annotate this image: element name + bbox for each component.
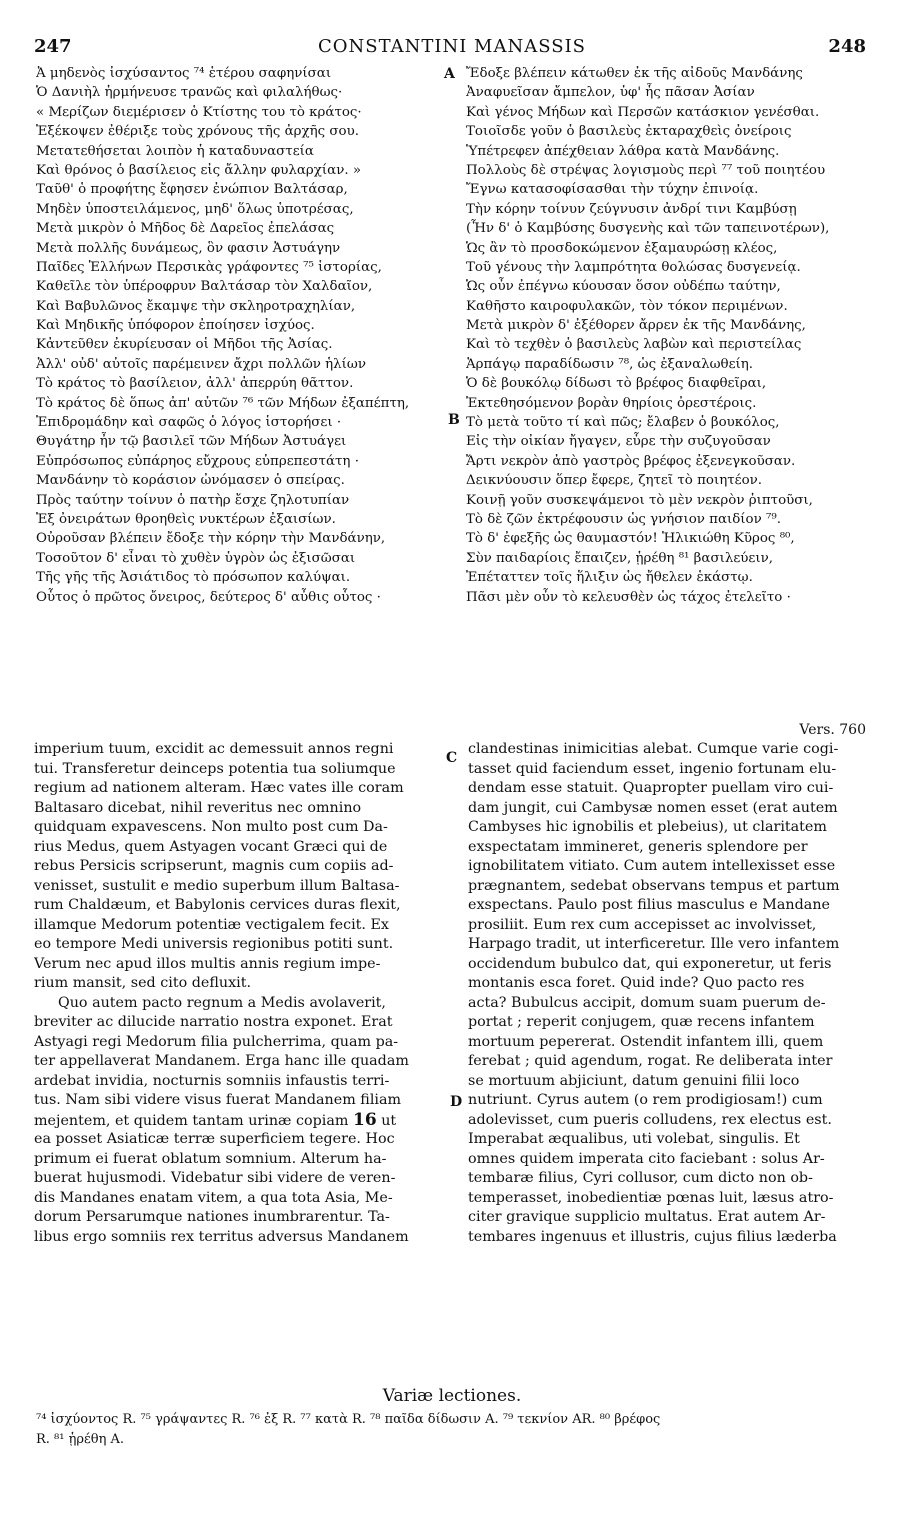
text-line: exspectatam immineret, generis splendore per <box>468 838 808 855</box>
margin-marker-c: C <box>446 750 458 766</box>
text-line: Τοσοῦτον δ' εἶναι τὸ χυθὲν ὑγρὸν ὡς ἐξισῶσαι <box>36 550 356 566</box>
text-line: Τὸ δ' ἐφεξῆς ὡς θαυμαστόν! Ἡλικιώθη Κῦρος ⁸⁰, <box>466 531 795 547</box>
text-line: Οὗτος ὁ πρῶτος ὄνειρος, δεύτερος δ' αὖθις οὗτος · <box>36 589 381 605</box>
variae-line: ⁷⁴ ἰσχύοντος R. ⁷⁵ γράψαντες R. ⁷⁶ ἐξ R. ⁷⁷ κατὰ R. ⁷⁸ παῖδα δίδωσιν A. ⁷⁹ τεκνίον AR. ⁸⁰ βρέφος <box>36 1412 661 1427</box>
text-line: prosiliit. Eum rex cum accepisset ac involvisset, <box>468 916 817 933</box>
text-line: rebus Persicis scripserunt, magnis cum copiis ad- <box>34 858 394 874</box>
text-line: Ὡς οὖν ἐπέγνω κύουσαν ὅσον οὐδέπω ταύτην, <box>466 279 781 295</box>
text-line: Ὑπέτρεφεν ἀπέχθειαν λάθρα κατὰ Μανδάνης. <box>466 143 780 159</box>
text-line: Ἀλλ' οὐδ' αὐτοῖς παρέμεινεν ἄχρι πολλῶν ἡλίων <box>36 356 366 372</box>
text-line: rium mansit, sed cito defluxit. <box>34 975 252 991</box>
text-line: omnes quidem imperata cito faciebant : solus Ar- <box>468 1150 825 1167</box>
text-line: Κἀντεῦθεν ἐκυρίευσαν οἱ Μῆδοι τῆς Ἀσίας. <box>36 337 333 353</box>
text-line: Ἐκτεθησόμενον βορὰν θηρίοις ὀρεστέροις. <box>466 395 757 411</box>
text-line: primum ei fuerat oblatum somnium. Alterum ha- <box>34 1150 387 1167</box>
text-line: acta? Bubulcus accipit, domum suam puerum de- <box>468 994 826 1011</box>
text-line: regium ad nationem alteram. Hæc vates ille coram <box>34 780 404 796</box>
text-line: Μετὰ μικρὸν δ' ἐξέθορεν ἄρρεν ἐκ τῆς Μανδάνης, <box>466 318 806 334</box>
text-line: venisset, sustulit e medio superbum illum Baltasa- <box>34 877 400 894</box>
text-line: Imperabat æqualibus, uti volebat, singulis. Et <box>468 1131 800 1147</box>
text-line: quidquam expavescens. Non multo post cum Da- <box>34 819 388 835</box>
text-line: Μετὰ πολλῆς δυνάμεως, ὃν φασιν Ἀστυάγην <box>36 240 341 256</box>
text-line: « Μερίζων διεμέρισεν ὁ Κτίστης του τὸ κράτος· <box>36 104 362 120</box>
text-line: Παῖδες Ἑλλήνων Περσικὰς γράφοντες ⁷⁵ ἱστορίας, <box>36 259 382 275</box>
margin-marker-a: A <box>444 66 455 82</box>
text-line: Καὶ τὸ τεχθὲν ὁ βασιλεὺς λαβὼν καὶ περιστείλας <box>466 337 802 353</box>
text-line: ignobilitatem vitiato. Cum autem intellexisset esse <box>468 858 836 874</box>
text-line: Οὐροῦσαν βλέπειν ἔδοξε τὴν κόρην τὴν Μανδάνην, <box>36 531 386 547</box>
text-line: Verum nec apud illos multis annis regium impe- <box>34 955 381 972</box>
text-line: Ἐξ ὀνειράτων θροηθεὶς νυκτέρων ἐξαισίων. <box>36 511 336 527</box>
page-header <box>0 36 904 60</box>
text-line: Ἀ μηδενὸς ἰσχύσαντος ⁷⁴ ἑτέρου σαφηνίσαι <box>36 66 332 81</box>
text-line: exspectans. Paulo post filius masculus e Mandane <box>468 897 830 913</box>
text-line: se mortuum abjiciunt, datum genuini filii loco <box>468 1072 800 1089</box>
text-line: Ἔγνω κατασοφίσασθαι τὴν τύχην ἐπινοίᾳ. <box>466 182 759 198</box>
latin-column-left <box>34 740 444 1247</box>
text-line: Τοῦ γένους τὴν λαμπρότητα θολώσας δυσγενείᾳ. <box>466 259 801 275</box>
text-line: Ἐπέταττεν τοῖς ἥλιξιν ὡς ἤθελεν ἑκάστῳ. <box>466 570 753 586</box>
text-line: tus. Nam sibi videre visus fuerat Mandanem filiam <box>34 1092 402 1108</box>
text-line: Μετατεθήσεται λοιπὸν ἡ καταδυναστεία <box>36 143 314 159</box>
text-line: Εὐπρόσωπος εὐπάρηος εὔχρους εὐπρεπεστάτη · <box>36 453 359 469</box>
text-line: Πᾶσι μὲν οὖν τὸ κελευσθὲν ὡς τάχος ἐτελεῖτο · <box>466 589 791 605</box>
text-line: Ὁ δὲ βουκόλῳ δίδωσι τὸ βρέφος διαφθεῖραι, <box>466 376 767 392</box>
text-line: Καὶ γένος Μήδων καὶ Περσῶν κατάσκιον γενέσθαι. <box>466 104 820 120</box>
text-line: ferebat ; quid agendum, rogat. Re deliberata inter <box>468 1053 833 1069</box>
variae-line: R. ⁸¹ ᾑρέθη A. <box>36 1432 125 1447</box>
verse-number: Vers. 760 <box>799 722 866 738</box>
text-line: tembares ingenuus et illustris, cujus filius læderba <box>468 1228 837 1245</box>
running-title: CONSTANTINI MANASSIS <box>317 36 587 57</box>
text-line: Ἔδοξε βλέπειν κάτωθεν ἐκ τῆς αἰδοῦς Μανδάνης <box>466 66 803 81</box>
text-line: dam jungit, cui Cambysæ nomen esset (erat autem <box>468 799 838 816</box>
text-line: illamque Medorum potentiæ vectigalem fecit. Ex <box>34 916 389 933</box>
text-line: Ἁρπάγῳ παραδίδωσιν ⁷⁸, ὡς ἐξαναλωθείη. <box>466 356 754 372</box>
greek-column-left <box>36 64 436 607</box>
margin-marker-b: B <box>448 412 460 428</box>
text-line: Δεικνύουσιν ὅπερ ἔφερε, ζητεῖ τὸ ποιητέον. <box>466 473 763 489</box>
text-line: Τῆς γῆς τῆς Ἀσιάτιδος τὸ πρόσωπον καλύψαι. <box>36 570 351 586</box>
text-line: nutriunt. Cyrus autem (o rem prodigiosam!) cum <box>468 1092 823 1108</box>
text-line: ea posset Asiaticæ terræ superficiem tegere. Hoc <box>34 1131 395 1147</box>
text-line: tasset quid faciendum esset, ingenio fortunam elu- <box>468 760 837 777</box>
text-line: Τὴν κόρην τοίνυν ζεύγνυσιν ἀνδρί τινι Καμβύσῃ <box>466 201 797 217</box>
text-line: breviter ac dilucide narratio nostra exponet. Erat <box>34 1014 393 1030</box>
text-line: libus ergo somniis rex territus adversus Mandanem <box>34 1228 409 1245</box>
text-line: Καθεῖλε τὸν ὑπέροφρυν Βαλτάσαρ τὸν Χαλδαῖον, <box>36 279 373 295</box>
text-line: Θυγάτηρ ἦν τῷ βασιλεῖ τῶν Μήδων Ἀστυάγει <box>36 434 347 450</box>
text-line: (Ἦν δ' ὁ Καμβύσης δυσγενὴς καὶ τῶν ταπεινοτέρων), <box>466 221 830 237</box>
text-line: Cambyses hic ignobilis et plebeius), ut claritatem <box>468 819 827 835</box>
text-line: Τοιοῖσδε γοῦν ὁ βασιλεὺς ἐκταραχθεὶς ὀνείροις <box>466 124 792 140</box>
text-line: Ταῦθ' ὁ προφήτης ἔφησεν ἐνώπιον Βαλτάσαρ, <box>36 182 348 198</box>
text-line: tui. Transferetur deinceps potentia tua soliumque <box>34 760 396 777</box>
text-line: dorum Persarumque nationes inumbrarentur. Ta- <box>34 1209 390 1225</box>
text-line: Ὁ Δανιὴλ ἡρμήνευσε τρανῶς καὶ φιλαλήθως· <box>36 85 343 101</box>
text-line: Harpago tradit, ut interficeretur. Ille vero infantem <box>468 936 840 952</box>
text-line: Καὶ Μηδικῆς ὑπόφορον ἐποίησεν ἰσχύος. <box>36 318 315 334</box>
text-line: Καθῆστο καιροφυλακῶν, τὸν τόκον περιμένων. <box>466 298 788 314</box>
text-line: Ἄρτι νεκρὸν ἀπὸ γαστρὸς βρέφος ἐξενεγκοῦσαν. <box>466 453 796 469</box>
text-line: Καὶ Βαβυλῶνος ἔκαμψε τὴν σκληροτραχηλίαν, <box>36 298 356 314</box>
text-line: clandestinas inimicitias alebat. Cumque varie cogi- <box>468 741 839 757</box>
text-line: citer gravique supplicio multatus. Erat autem Ar- <box>468 1209 826 1225</box>
latin-column-right <box>468 740 878 1247</box>
text-line: prægnantem, sedebat observans tempus et partum <box>468 877 840 894</box>
text-line: Ἀναφυεῖσαν ἄμπελον, ὑφ' ἧς πᾶσαν Ἀσίαν <box>466 85 755 101</box>
text-line: Baltasaro dicebat, nihil reveritus nec omnino <box>34 799 362 816</box>
text-line: ter appellaverat Mandanem. Erga hanc ille quadam <box>34 1053 409 1069</box>
text-line: rius Medus, quem Astyagen vocant Græci qui de <box>34 838 388 855</box>
text-line: Astyagi regi Medorum filia pulcherrima, quam pa- <box>34 1033 399 1050</box>
text-line: Ἐξέκοψεν ἐθέριξε τοὺς χρόνους τῆς ἀρχῆς σου. <box>36 124 359 140</box>
variae-lectiones <box>36 1410 876 1450</box>
page-number-left: 247 <box>34 36 72 57</box>
text-line: ardebat invidia, nocturnis somniis infaustis terri- <box>34 1072 390 1089</box>
text-line: Εἰς τὴν οἰκίαν ἤγαγεν, εὗρε τὴν συζυγοῦσαν <box>466 434 771 450</box>
text-line: montanis esca foret. Quid inde? Quo pacto res <box>468 975 805 991</box>
text-line: buerat hujusmodi. Videbatur sibi videre de veren- <box>34 1170 396 1186</box>
text-line: dis Mandanes enatam vitem, a qua tota Asia, Me- <box>34 1189 393 1206</box>
text-line: Μανδάνην τὸ κοράσιον ὠνόμασεν ὁ σπείρας. <box>36 473 345 489</box>
variae-lectiones-title: Variæ lectiones. <box>382 1386 522 1406</box>
text-line: Πρὸς ταύτην τοίνυν ὁ πατὴρ ἔσχε ζηλοτυπίαν <box>36 492 350 508</box>
text-line: Quo autem pacto regnum a Medis avolaverit, <box>58 994 386 1011</box>
text-line: Σὺν παιδαρίοις ἔπαιζεν, ᾑρέθη ⁸¹ βασιλεύειν, <box>466 550 774 566</box>
text-line: adolevisset, cum pueris colludens, rex electus est. <box>468 1111 832 1128</box>
text-line: rum Chaldæum, et Babylonis cervices duras flexit, <box>34 897 401 913</box>
text-line: Τὸ δὲ ζῶν ἐκτρέφουσιν ὡς γνήσιον παιδίον ⁷⁹. <box>466 511 782 527</box>
text-line: Μετὰ μικρὸν ὁ Μῆδος δὲ Δαρεῖος ἐπελάσας <box>36 221 335 237</box>
text-line: mortuum pepererat. Ostendit infantem illi, quem <box>468 1033 824 1050</box>
signature-mark: 16 <box>353 1110 377 1130</box>
text-line: Πολλοὺς δὲ στρέψας λογισμοὺς περὶ ⁷⁷ τοῦ ποιητέου <box>466 162 826 178</box>
text-line: Ὡς ἂν τὸ προσδοκώμενον ἐξαμαυρώσῃ κλέος, <box>466 240 778 256</box>
text-line: Τὸ κράτος τὸ βασίλειον, ἀλλ' ἀπερρύη θᾶττον. <box>36 376 354 392</box>
text-line: imperium tuum, excidit ac demessuit annos regni <box>34 741 394 757</box>
text-line: temperasset, inobedientiæ pœnas luit, læsus atro- <box>468 1189 834 1206</box>
text-line: portat ; reperit conjugem, quæ recens infantem <box>468 1014 815 1030</box>
text-line: dendam esse statuit. Quapropter puellam viro cui- <box>468 780 834 796</box>
text-line: Τὸ κράτος δὲ ὅπως ἀπ' αὐτῶν ⁷⁶ τῶν Μήδων ἐξαπέπτη, <box>36 395 410 411</box>
text-line: eo tempore Medi universis regionibus potiti sunt. <box>34 936 394 952</box>
text-line: Καὶ θρόνος ὁ βασίλειος εἰς ἄλλην φυλαρχίαν. » <box>36 162 362 178</box>
text-line: Ἐπιδρομάδην καὶ σαφῶς ὁ λόγος ἱστορήσει · <box>36 415 342 431</box>
text-line: Τὸ μετὰ τοῦτο τί καὶ πῶς; ἔλαβεν ὁ βουκόλος, <box>466 415 780 431</box>
text-line: Κοινῇ γοῦν συσκεψάμενοι τὸ μὲν νεκρὸν ῥιπτοῦσι, <box>466 492 813 508</box>
text-line: Μηδὲν ὑποστειλάμενος, μηδ' ὅλως ὑποτρέσας, <box>36 201 354 217</box>
page-number-right: 248 <box>828 36 866 57</box>
text-line: occidendum bubulco dat, qui exponeretur, ut feris <box>468 955 832 972</box>
text-line: tembaræ filius, Cyri collusor, cum dicto non ob- <box>468 1170 813 1186</box>
text-line: mejentem, et quidem tantam urinæ copiam 16 ut <box>34 1110 397 1130</box>
margin-marker-d: D <box>450 1094 463 1110</box>
greek-column-right <box>466 64 876 607</box>
